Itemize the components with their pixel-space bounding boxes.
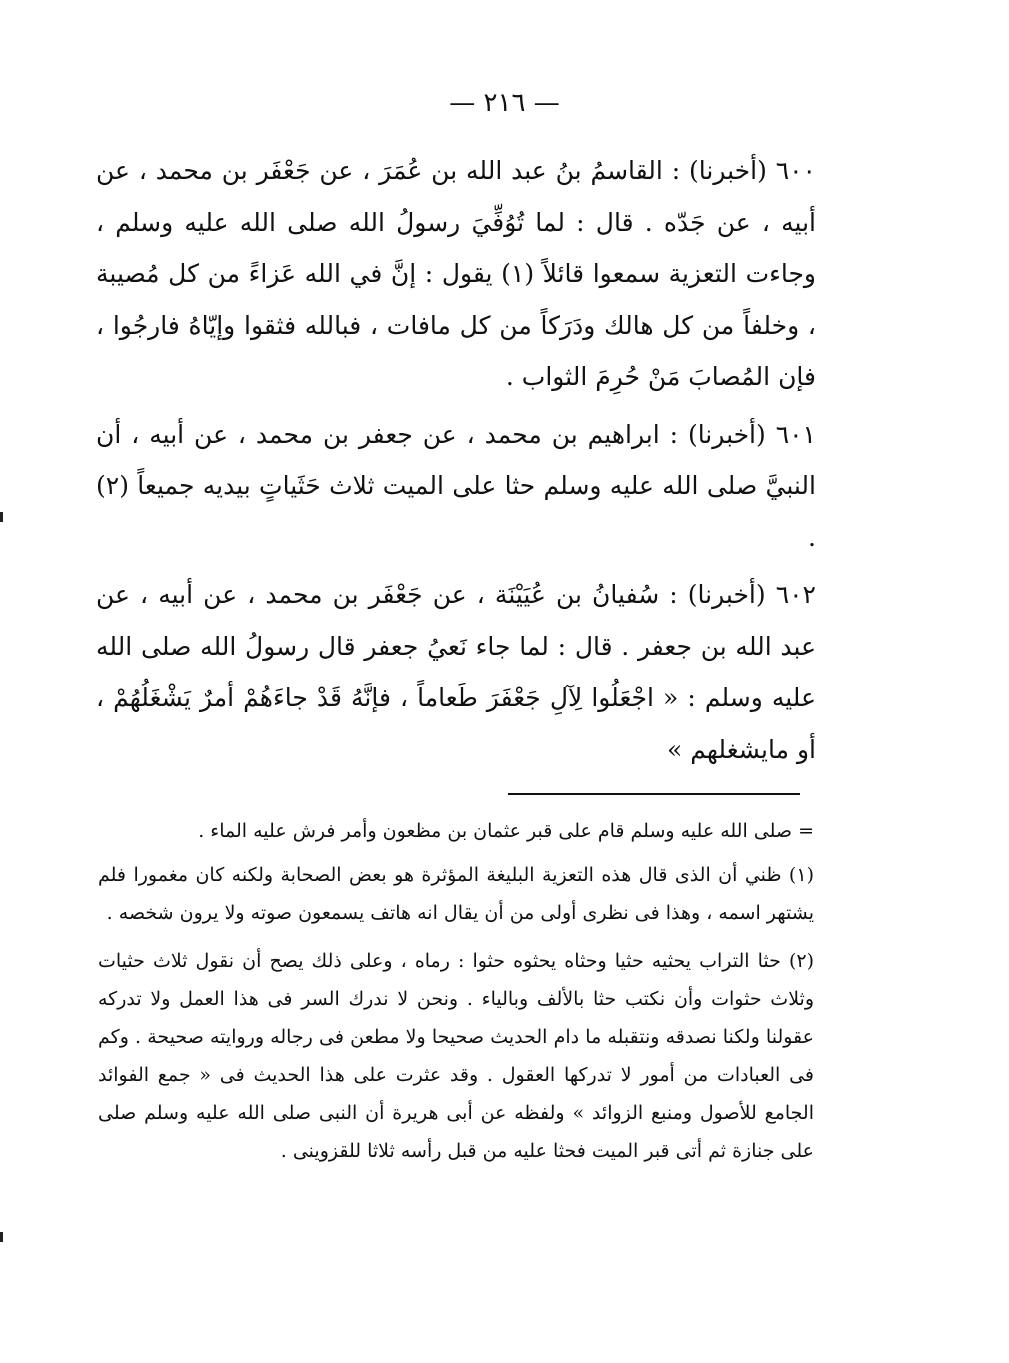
footnote-1: (١) ظني أن الذى قال هذه التعزية البليغة المؤثرة هو بعض الصحابة ولكنه كان مغمورا فلم يشتهر اسمه ، وهذا فى نظرى أولى من أن يقال انه هاتف يسمعون صوته ولا يرون شخصه . (98, 864, 814, 924)
scan-edge-mark (0, 1232, 3, 1242)
footnotes (98, 812, 814, 1180)
scan-edge-mark (0, 512, 3, 522)
hadith-601: ٦٠١ (أخبرنا) : ابراهيم بن محمد ، عن جعفر بن محمد ، عن أبيه ، أن النبيَّ صلى الله عليه وسلم حثا على الميت ثلاث حَثَياتٍ بيديه جميعاً (٢) . (96, 419, 816, 552)
hadith-602: ٦٠٢ (أخبرنا) : سُفيانُ بن عُيَيْنَة ، عن جَعْفَر بن محمد ، عن أبيه ، عن عبد الله بن جعفر . قال : لما جاء نَعيُ جعفر قال رسولُ الله صلى الله عليه وسلم : « اجْعَلُوا لِآلِ جَعْفَرَ طَعاماً ، فإنَّهُ قَدْ جاءَهُمْ أمرٌ يَشْغَلُهُمْ ، أو مايشغلهم » (96, 580, 816, 764)
footnote-continuation: = صلى الله عليه وسلم قام على قبر عثمان بن مظعون وأمر فرش عليه الماء . (198, 820, 814, 842)
footnote-2: (٢) حثا التراب يحثيه حثيا وحثاه يحثوه حثوا : رماه ، وعلى ذلك يصح أن نقول ثلاث حثيات وثلاث حثوات وأن نكتب حثا بالألف وبالياء . ونحن لا ندرك السر فى هذا العمل ولا تدركه عقولنا ولكنا نصدقه ونتقبله ما دام الحديث صحيحا ولا مطعن فى رجاله وروايته صحيحة . وكم فى العبادات من أمور لا تدركها العقول . وقد عثرت على هذا الحديث فى « جمع الفوائد الجامع للأصول ومنبع الزوائد » ولفظه عن أبى هريرة أن النبى صلى الله عليه وسلم صلى على جنازة ثم أتى قبر الميت فحثا عليه من قبل رأسه ثلاثا للقزوينى . (98, 950, 814, 1162)
footnote-separator (508, 793, 800, 795)
page-number: — ٢١٦ — (449, 88, 560, 118)
hadith-600: ٦٠٠ (أخبرنا) : القاسمُ بنُ عبد الله بن عُمَرَ ، عن جَعْفَر بن محمد ، عن أبيه ، عن جَدّه . قال : لما تُوُفِّيَ رسولُ الله صلى الله عليه وسلم ، وجاءت التعزية سمعوا قائلاً (١) يقول : إنَّ في الله عَزاءً من كل مُصيبة ، وخلفاً من كل هالك ودَرَكاً من كل مافات ، فبالله فثقوا وإيّاهُ فارجُوا ، فإن المُصابَ مَنْ حُرِمَ الثواب . (96, 156, 817, 391)
main-text (96, 145, 816, 781)
